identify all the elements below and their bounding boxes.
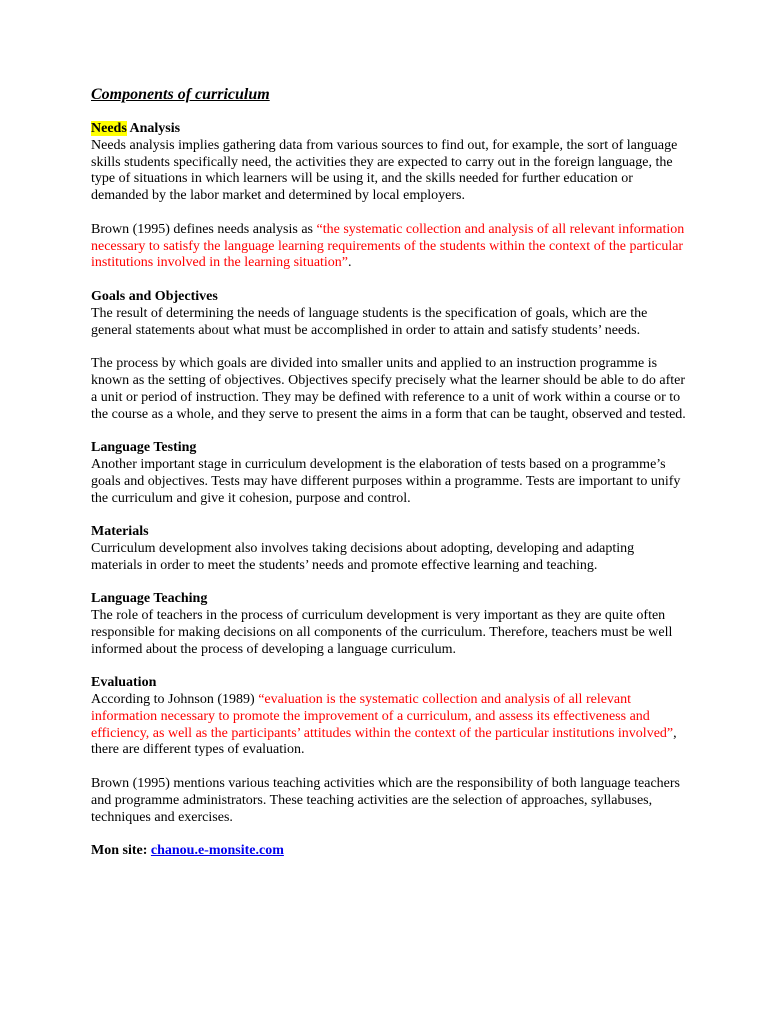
section-language-teaching	[91, 591, 688, 658]
language-teaching-paragraph: The role of teachers in the process of curriculum development is very important as they are quite often responsible for making decisions on all components of the curriculum. Therefore, teachers must be well informed about the process of developing a language curriculum.	[91, 608, 673, 657]
evaluation-heading: Evaluation	[91, 675, 157, 691]
brown-definition-paragraph	[91, 222, 688, 272]
section-materials	[91, 524, 688, 574]
needs-analysis-heading	[91, 121, 688, 138]
needs-highlight: Needs	[91, 121, 127, 136]
brown-activities-paragraph: Brown (1995) mentions various teaching activities which are the responsibility of both language teachers and programme administrators. These teaching activities are the selection of approaches, syllabuses, techniques and exercises.	[91, 776, 681, 825]
materials-paragraph: Curriculum development also involves taking decisions about adopting, developing and adapting materials in order to meet the students’ needs and promote effective learning and teaching.	[91, 540, 635, 573]
brown-definition-intro: Brown (1995) defines needs analysis as	[91, 221, 317, 237]
document-title: Components of curriculum	[91, 86, 270, 103]
johnson-evaluation-paragraph	[91, 692, 688, 759]
language-teaching-heading: Language Teaching	[91, 591, 208, 607]
goals-paragraph: The result of determining the needs of language students is the specification of goals, which are the general statements about what must be accomplished in order to attain and satisfy students’ needs.	[91, 305, 648, 338]
needs-analysis-paragraph: Needs analysis implies gathering data from various sources to find out, for example, the sort of language skills students specifically need, the activities they are expected to carry out in the foreign language, the type of situations in which learners will be using it, and the skills needed for further education or demanded by the labor market and determined by local employers.	[91, 137, 678, 204]
johnson-intro: According to Johnson (1989)	[91, 692, 259, 708]
objectives-paragraph: The process by which goals are divided into smaller units and applied to an instruction programme is known as the setting of objectives. Objectives specify precisely what the learner should be able to do after a unit or period of instruction. They may be defined with reference to a unit of work within a course or to the course as a whole, and they serve to present the aims in a form that can be taught, observed and tested.	[91, 356, 686, 422]
brown-definition-end: .	[348, 255, 352, 271]
language-testing-heading: Language Testing	[91, 440, 197, 456]
language-testing-paragraph: Another important stage in curriculum development is the elaboration of tests based on a programme’s goals and objectives. Tests may have different purposes within a programme. Tests are important to unify the curriculum and give it cohesion, purpose and control.	[91, 456, 681, 506]
site-line	[91, 843, 688, 860]
materials-heading: Materials	[91, 524, 149, 540]
brown-definition-quote: “the systematic collection and analysis of all relevant information necessary to satisfy the language learning requirements of the students within the context of the particular institutions involved in the learning situation”	[91, 221, 685, 271]
site-link[interactable]: chanou.e-monsite.com	[150, 843, 284, 859]
site-label: Mon site:	[91, 843, 151, 859]
section-needs-analysis	[91, 121, 688, 272]
section-goals-objectives	[91, 289, 688, 423]
johnson-quote: “evaluation is the systematic collection and analysis of all relevant information necessary to promote the improvement of a curriculum, and assess its effectiveness and efficiency, as well as the participants’ attitudes within the context of the particular institutions involved”	[91, 692, 674, 741]
johnson-end: , there are different types of evaluation.	[91, 725, 677, 758]
needs-heading-rest: Analysis	[126, 121, 181, 136]
section-evaluation	[91, 675, 688, 826]
section-language-testing	[91, 440, 688, 507]
goals-objectives-heading: Goals and Objectives	[91, 288, 218, 304]
